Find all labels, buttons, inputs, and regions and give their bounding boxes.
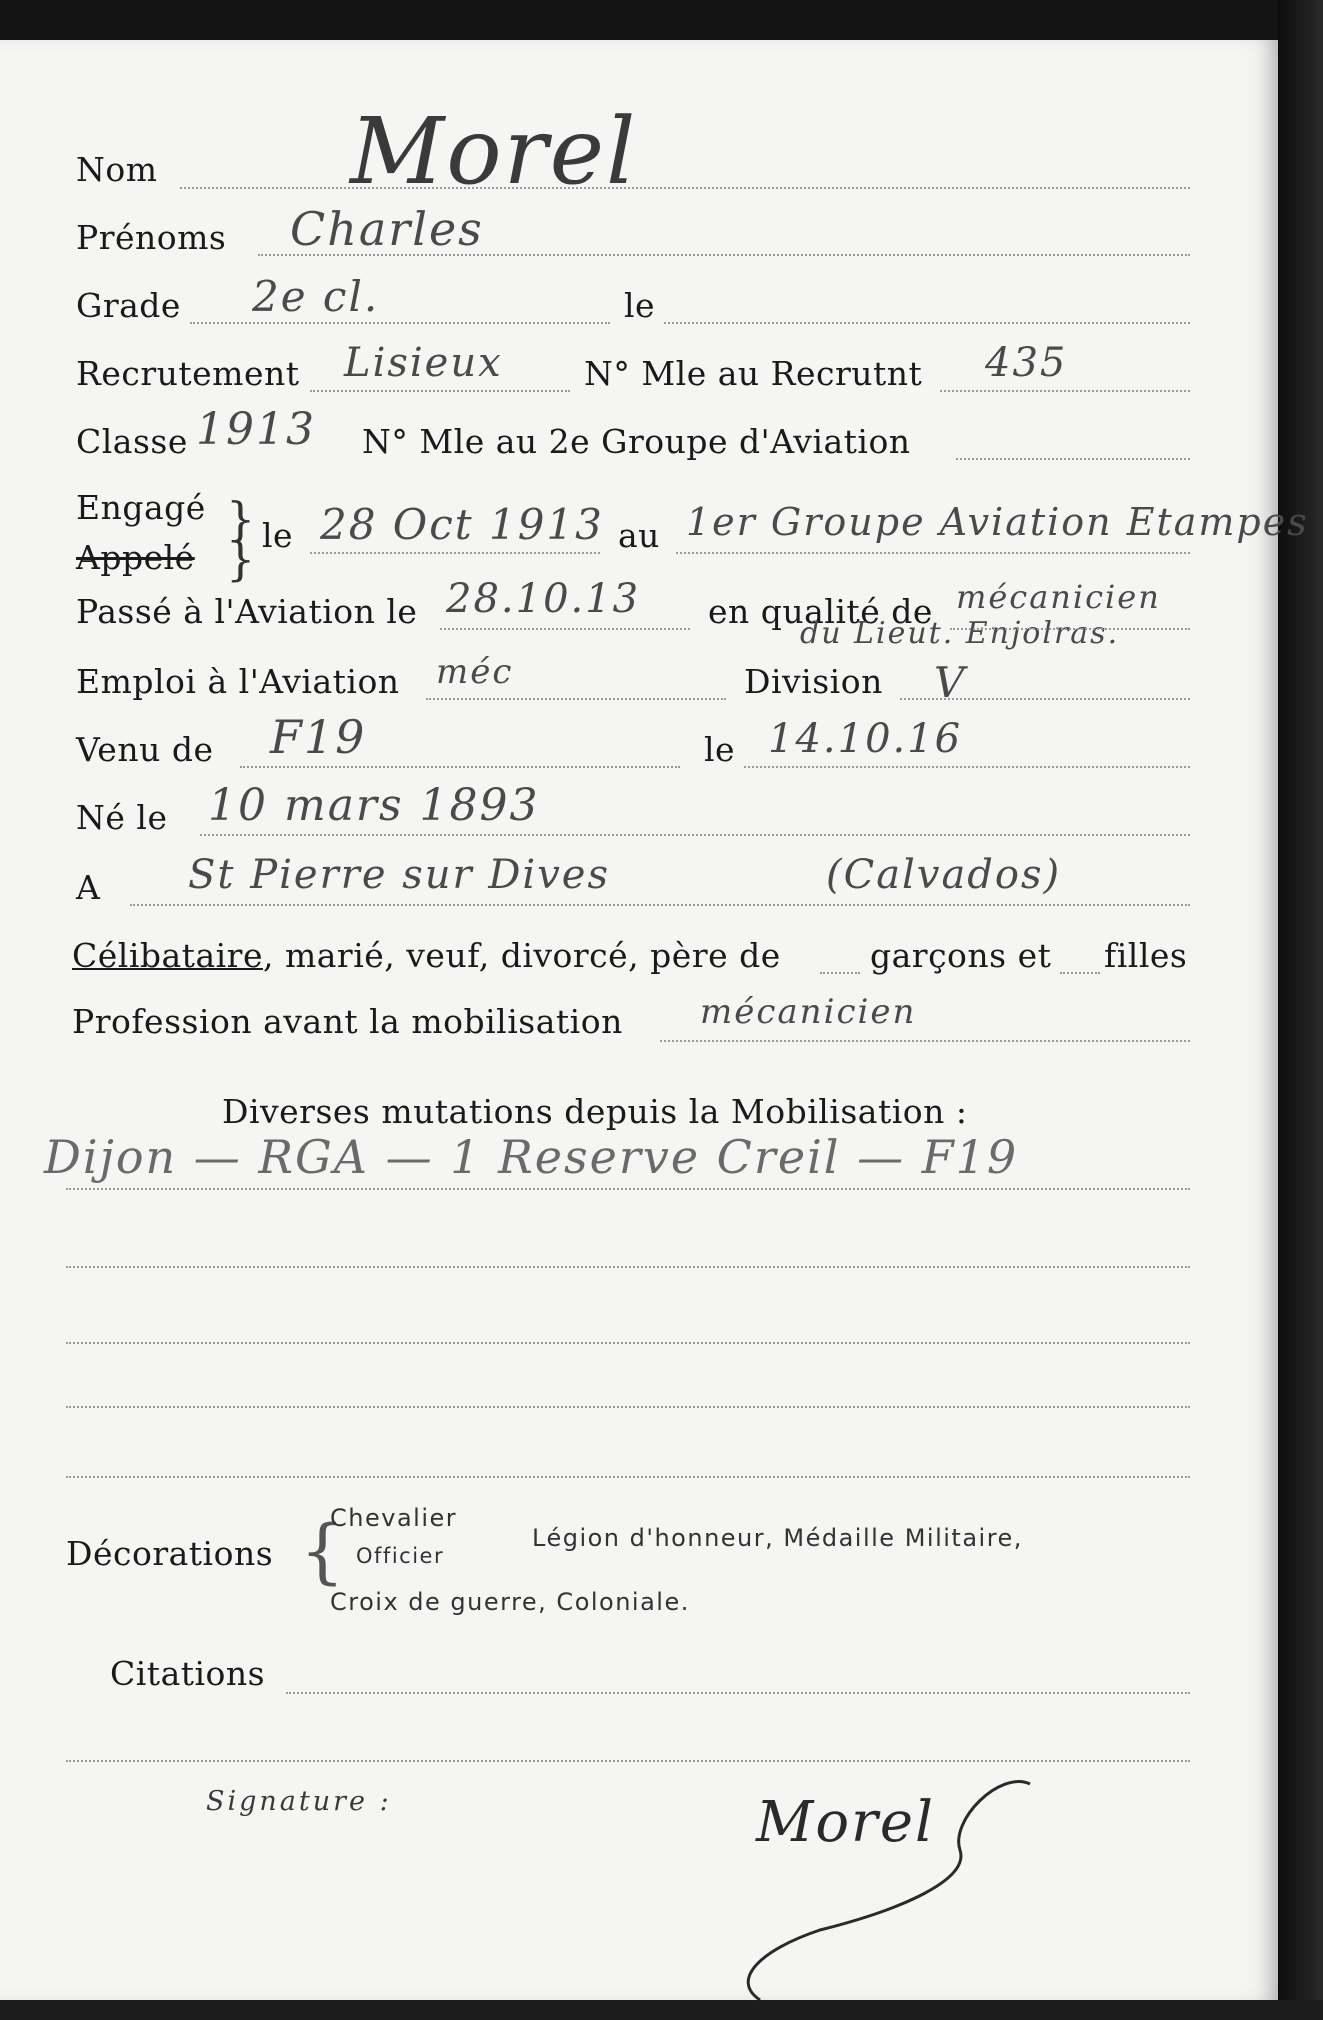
appele-brace: } <box>226 532 256 586</box>
grade-label: Grade <box>76 286 181 325</box>
qualite-label: en qualité de <box>708 592 933 631</box>
division-value: V <box>934 658 967 707</box>
chevalier-label: Chevalier <box>330 1504 458 1532</box>
recrutement-line <box>310 390 570 392</box>
emploi-line <box>426 698 726 700</box>
a-label: A <box>76 868 101 907</box>
qualite-note: du Lieut. Enjolras. <box>800 616 1120 651</box>
venu-le-line <box>744 766 1190 768</box>
venu-de-value: F19 <box>270 710 367 764</box>
nmle-recrut-label: N° Mle au Recrutnt <box>584 354 923 393</box>
grade-line <box>190 322 610 324</box>
nmle-groupe-line <box>956 458 1190 460</box>
engage-lieu-line <box>676 552 1190 554</box>
citations-line-1 <box>286 1692 1190 1694</box>
etat-civil-line <box>72 936 781 975</box>
scan-border-top <box>0 0 1278 40</box>
etat-rest: , marié, veuf, divorcé, père de <box>262 936 781 975</box>
venu-le-value: 14.10.16 <box>768 716 963 762</box>
engage-le-label: le <box>262 516 294 555</box>
profession-label: Profession avant la mobilisation <box>72 1002 623 1041</box>
filles-line <box>1060 972 1100 974</box>
profession-line <box>660 1040 1190 1042</box>
etat-celibataire: Célibataire <box>72 936 263 975</box>
mutations-title: Diverses mutations depuis la Mobilisation : <box>222 1092 968 1131</box>
division-line <box>900 698 1190 700</box>
officier-label: Officier <box>356 1544 445 1568</box>
engage-brace: } <box>226 492 256 546</box>
nom-label: Nom <box>76 150 158 189</box>
prenoms-label: Prénoms <box>76 218 227 257</box>
nom-line <box>180 187 1190 189</box>
prenoms-value: Charles <box>290 202 484 256</box>
qualite-line <box>950 628 1190 630</box>
a-line <box>130 904 1190 906</box>
ne-value: 10 mars 1893 <box>208 780 540 831</box>
mutations-line-5 <box>66 1476 1190 1478</box>
signature-flourish <box>700 1760 1060 2020</box>
signature-label: Signature : <box>206 1786 392 1817</box>
engage-au-label: au <box>618 516 660 555</box>
passe-date-value: 28.10.13 <box>446 576 641 622</box>
legion-label: Légion d'honneur, Médaille Militaire, <box>532 1524 1023 1552</box>
ne-label: Né le <box>76 798 168 837</box>
nmle-recrut-line <box>940 390 1190 392</box>
departement-value: (Calvados) <box>826 852 1062 898</box>
registration-card <box>0 40 1309 2000</box>
grade-le-label: le <box>624 286 656 325</box>
signature-value: Morel <box>756 1790 935 1855</box>
passe-date-line <box>440 628 690 630</box>
emploi-label: Emploi à l'Aviation <box>76 662 400 701</box>
venu-le-label: le <box>704 730 736 769</box>
grade-value: 2e cl. <box>252 272 380 321</box>
recrutement-value: Lisieux <box>344 340 503 386</box>
engage-date-line <box>310 552 600 554</box>
mutations-line-3 <box>66 1342 1190 1344</box>
grade-le-line <box>664 322 1190 324</box>
decorations-label: Décorations <box>66 1534 274 1573</box>
recrutement-label: Recrutement <box>76 354 300 393</box>
engage-label: Engagé <box>76 488 206 527</box>
decorations-brace: { <box>300 1510 345 1592</box>
profession-value: mécanicien <box>700 992 917 1032</box>
venu-label: Venu de <box>76 730 214 769</box>
venu-de-line <box>240 766 680 768</box>
engage-lieu-value: 1er Groupe Aviation Etampes <box>686 500 1309 544</box>
nom-value: Morel <box>350 98 638 205</box>
mutations-line-2 <box>66 1266 1190 1268</box>
ne-line <box>200 834 1190 836</box>
garcons-label: garçons et <box>870 936 1052 975</box>
citations-label: Citations <box>110 1654 266 1693</box>
appele-label: Appelé <box>76 538 195 577</box>
qualite-value: mécanicien <box>956 578 1161 616</box>
mutations-line-1 <box>66 1188 1190 1190</box>
filles-label: filles <box>1104 936 1188 975</box>
nmle-groupe-label: N° Mle au 2e Groupe d'Aviation <box>362 422 911 461</box>
garcons-line <box>820 972 860 974</box>
croix-label: Croix de guerre, Coloniale. <box>330 1588 690 1616</box>
emploi-value: méc <box>436 652 514 692</box>
division-label: Division <box>744 662 883 701</box>
passe-label: Passé à l'Aviation le <box>76 592 418 631</box>
engage-date-value: 28 Oct 1913 <box>320 500 604 549</box>
classe-label: Classe <box>76 422 188 461</box>
prenoms-line <box>258 254 1190 256</box>
scan-border-right <box>1278 0 1323 2000</box>
mutations-line-4 <box>66 1406 1190 1408</box>
nmle-recrut-value: 435 <box>985 340 1068 386</box>
classe-value: 1913 <box>196 404 316 455</box>
mutations-value: Dijon — RGA — 1 Reserve Creil — F19 <box>44 1130 1019 1184</box>
lieu-naissance-value: St Pierre sur Dives <box>188 852 610 898</box>
